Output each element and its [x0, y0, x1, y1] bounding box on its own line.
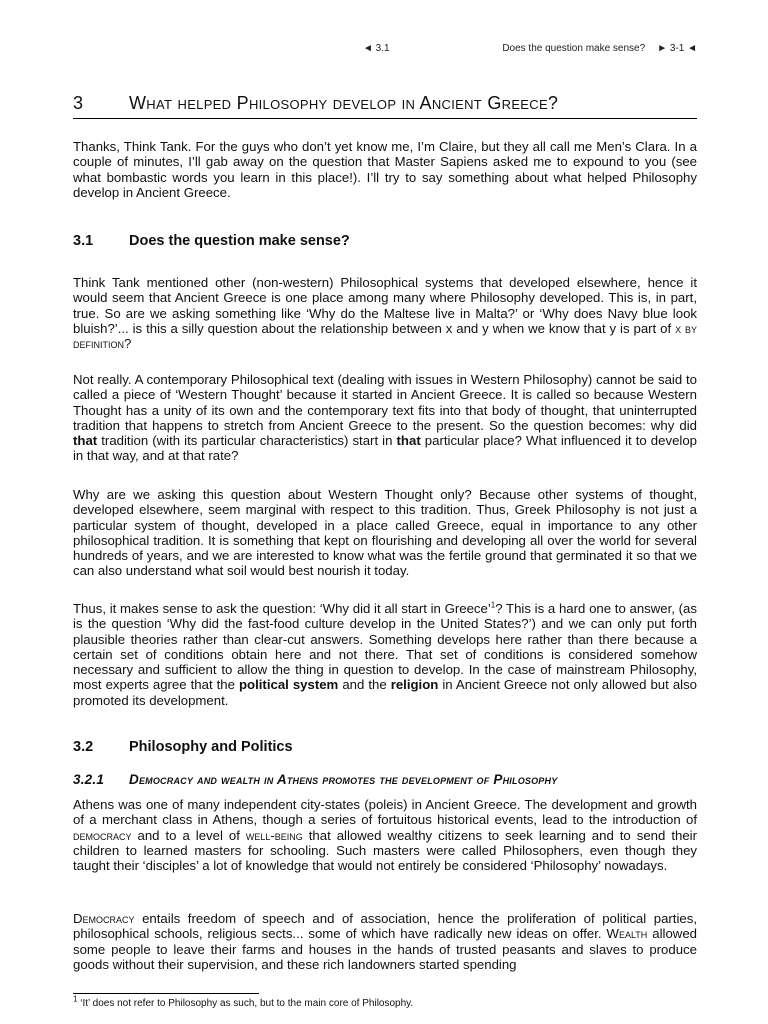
paragraph-3-1-1	[73, 275, 697, 351]
subsection-heading-3-2-1	[73, 771, 697, 789]
paragraph-3-2-1-1	[73, 797, 697, 873]
small-caps-term: well-being	[245, 827, 303, 843]
small-caps-term: Wealth	[606, 926, 648, 942]
chapter-title	[73, 92, 697, 119]
small-caps-term: democracy	[73, 827, 132, 843]
paragraph-text: ?	[124, 336, 132, 352]
paragraph-text: that allowed wealthy citizens to seek learning and to send their children to learned masters for schooling. Such masters were called Philosophers, even though they taught their ‘disciples’ a lot of knowledge that would not entirely be considered ‘Philosophy’ nowadays.	[73, 827, 697, 874]
running-header	[73, 43, 697, 59]
paragraph-3-1-4	[73, 601, 697, 708]
bold-term: that	[396, 433, 421, 449]
section-number: 3.2	[73, 739, 94, 755]
document-page	[73, 0, 697, 1024]
paragraph-text: tradition (with its particular characteristics) start in	[97, 433, 397, 449]
paragraph-text: ? This is a hard one to answer, (as is the question ‘Why did the fast-food culture develop in the United States?’) and we can only put forth plausible theories rather than clear-cut answers. Something develops here rather than there because a certain set of conditions obtain here and not there. That set of conditions is considered somehow necessary and sufficient to allow the thing in question to develop. In the case of mainstream Philosophy, most experts agree that the	[73, 601, 697, 693]
paragraph-3-1-2	[73, 372, 697, 464]
bold-term: religion	[390, 677, 439, 693]
subsection-number: 3.2.1	[73, 772, 105, 787]
paragraph-text: Thus, it makes sense to ask the question: ‘Why did it all start in Greece’	[73, 601, 491, 616]
footnote-reference[interactable]: 1	[490, 600, 496, 610]
paragraph-text: entails freedom of speech and of association, hence the proliferation of political parties, philosophical schools, religious sects... some of which have radically new ideas on offer.	[73, 911, 697, 942]
chapter-title-text: What helped Philosophy develop in Ancient Greece?	[129, 93, 559, 113]
section-title: Philosophy and Politics	[129, 739, 293, 755]
paragraph-3-1-3: Why are we asking this question about Western Thought only? Because other systems of thought, developed elsewhere, seem marginal with respect to this tradition. Thus, Greek Philosophy is not just a particular system of thought, developed in a place called Greece, equal in importance to any other philosophical tradition. It is something that kept on flourishing and developing all over the world for several hundreds of years, and we are interested to know what was the fertile ground that germinated it so that we can also understand what soil would best nourish it today.	[73, 487, 697, 579]
footnote-divider	[73, 993, 259, 994]
running-header-title: Does the question make sense?	[502, 43, 646, 54]
paragraph-text: particular place? What influenced it to develop in that way, and at that rate?	[73, 433, 698, 464]
paragraph-text: allowed some people to leave their farms and houses in the hands of trusted peasants and slaves to produce goods without their supervision, and these rich landowners started spending	[73, 926, 698, 972]
small-caps-term: Democracy	[73, 911, 135, 926]
small-caps-term: x by definition	[73, 320, 697, 352]
intro-paragraph: Thanks, Think Tank. For the guys who don’t yet know me, I’m Claire, but they all call me Men’s Clara. In a couple of minutes, I’ll gab away on the question that Master Sapiens asked me to expound to you (see what bombastic words you learn in this place!). I’ll try to say something about what helped Philosophy develop in Ancient Greece.	[73, 139, 697, 200]
paragraph-3-2-1-2	[73, 911, 697, 972]
section-title: Does the question make sense?	[129, 233, 350, 249]
section-number: 3.1	[73, 233, 94, 249]
footnote	[73, 994, 414, 1010]
paragraph-text: and to a level of	[131, 827, 246, 843]
paragraph-text: Think Tank mentioned other (non-western) Philosophical systems that developed elsewhere, hence it would seem that Ancient Greece is one place among many where Philosophy developed. This is, in part, true. So are we asking something like ‘Why do the Maltese live in Malta?’ or ‘Why does Navy blue look bluish?’... is this a silly question about the relationship between x and y when we know that y is part of	[73, 275, 697, 336]
chapter-number: 3	[73, 93, 84, 113]
paragraph-text: and the	[338, 677, 391, 693]
paragraph-text: Not really. A contemporary Philosophical text (dealing with issues in Western Philosophy) cannot be said to called a piece of ‘Western Thought’ because it started in Ancient Greece. It is called so because Western Thought has a unity of its own and the contemporary text fits into that body of thought, that uninterrupted tradition that happens to stretch from Ancient Greece to the present. So the question becomes: why did	[73, 372, 697, 433]
section-heading-3-2	[73, 738, 697, 756]
running-header-page-marker: ► 3-1 ◄	[657, 43, 697, 54]
subsection-title: Democracy and wealth in Athens promotes the development of Philosophy	[129, 772, 558, 787]
paragraph-text: in Ancient Greece not only allowed but also promoted its development.	[73, 677, 698, 708]
bold-term: political system	[238, 677, 339, 693]
running-header-right	[502, 43, 697, 54]
bold-term: that	[73, 433, 98, 449]
section-heading-3-1	[73, 232, 697, 250]
paragraph-text: Athens was one of many independent city-states (poleis) in Ancient Greece. The development and growth of a merchant class in Athens, though a series of fortuitous historical events, lead to the introduction of	[73, 797, 697, 828]
footnote-marker: 1	[73, 994, 78, 1004]
footnote-text: ‘It’ does not refer to Philosophy as such, but to the main core of Philosophy.	[77, 998, 414, 1009]
running-header-section-ref: ◄ 3.1	[363, 43, 390, 54]
